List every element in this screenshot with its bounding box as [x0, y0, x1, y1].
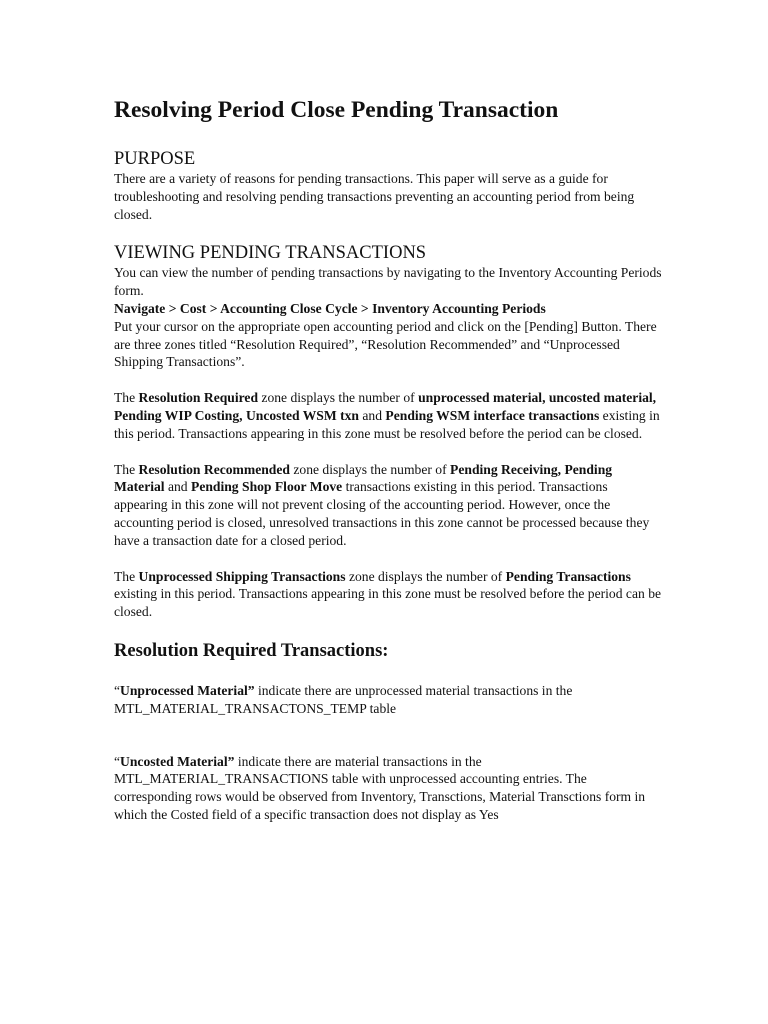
text-run: The: [114, 461, 139, 477]
text-run: existing in this period. Transactions appearing in this zone must be resolved before the period can be closed.: [114, 407, 660, 441]
bold-term: Pending Receiving, Pending Material: [114, 461, 613, 495]
document-page: [114, 96, 664, 824]
text-run: and: [358, 407, 386, 423]
text-run: indicate there are unprocessed material transactions in the MTL_MATERIAL_TRANSACTONS_TEMP table: [114, 682, 573, 716]
quote-mark: “: [114, 682, 121, 698]
text-run: zone displays the number of: [289, 461, 451, 477]
text-run: The: [114, 568, 139, 584]
text-run: zone displays the number of: [345, 568, 506, 584]
bold-term: Pending Transactions: [505, 568, 631, 584]
text-run: indicate there are material transactions in the MTL_MATERIAL_TRANSACTIONS table with unprocessed accounting entries. The corresponding rows would be observed from Inventory, Transctions, Material Transctions form in which the Costed field of a specific transaction does not display as Yes: [114, 753, 646, 822]
bold-term: Unprocessed Shipping Transactions: [138, 568, 346, 584]
quote-mark: “: [114, 753, 121, 769]
unprocessed-shipping-paragraph: [114, 568, 664, 621]
text-run: zone displays the number of: [258, 390, 419, 406]
uncosted-material-paragraph: [114, 753, 664, 824]
bold-term: Pending WSM interface transactions: [385, 407, 600, 423]
document-title: Resolving Period Close Pending Transaction: [114, 97, 559, 123]
cursor-instructions: Put your cursor on the appropriate open accounting period and click on the [Pending] Button. There are three zones titled “Resolution Required”, “Resolution Recommended” and “Unprocessed Shipping Transactions”.: [114, 318, 657, 370]
bold-term: Resolution Required: [138, 390, 259, 406]
purpose-heading: PURPOSE: [114, 149, 196, 169]
bold-term: Uncosted Material”: [120, 753, 235, 769]
unprocessed-material-paragraph: [114, 682, 664, 718]
text-run: and: [164, 479, 192, 495]
bold-term: unprocessed material, uncosted material, Pending WIP Costing, Uncosted WSM txn: [114, 390, 657, 423]
bold-term: Unprocessed Material”: [120, 682, 255, 698]
viewing-intro: You can view the number of pending transactions by navigating to the Inventory Accounting Periods form.: [114, 265, 662, 299]
text-run: The: [114, 390, 139, 406]
purpose-text: There are a variety of reasons for pending transactions. This paper will serve as a guide for troubleshooting and resolving pending transactions preventing an accounting period from being closed.: [114, 171, 635, 222]
viewing-heading: VIEWING PENDING TRANSACTIONS: [114, 243, 427, 264]
bold-term: Pending Shop Floor Move: [191, 479, 343, 495]
text-run: transactions existing in this period. Transactions appearing in this zone will not prevent closing of the accounting period. However, once the accounting period is closed, unresolved transactions in this zone cannot be processed because they have a transaction date for a closed period.: [114, 479, 650, 548]
resolution-recommended-paragraph: [114, 461, 664, 550]
navigation-path: Navigate > Cost > Accounting Close Cycle > Inventory Accounting Periods: [114, 300, 546, 316]
resolution-required-heading: Resolution Required Transactions:: [114, 640, 389, 661]
bold-term: Resolution Recommended: [138, 461, 290, 477]
text-run: existing in this period. Transactions appearing in this zone must be resolved before the period can be closed.: [114, 586, 662, 620]
resolution-required-paragraph: [114, 389, 664, 442]
